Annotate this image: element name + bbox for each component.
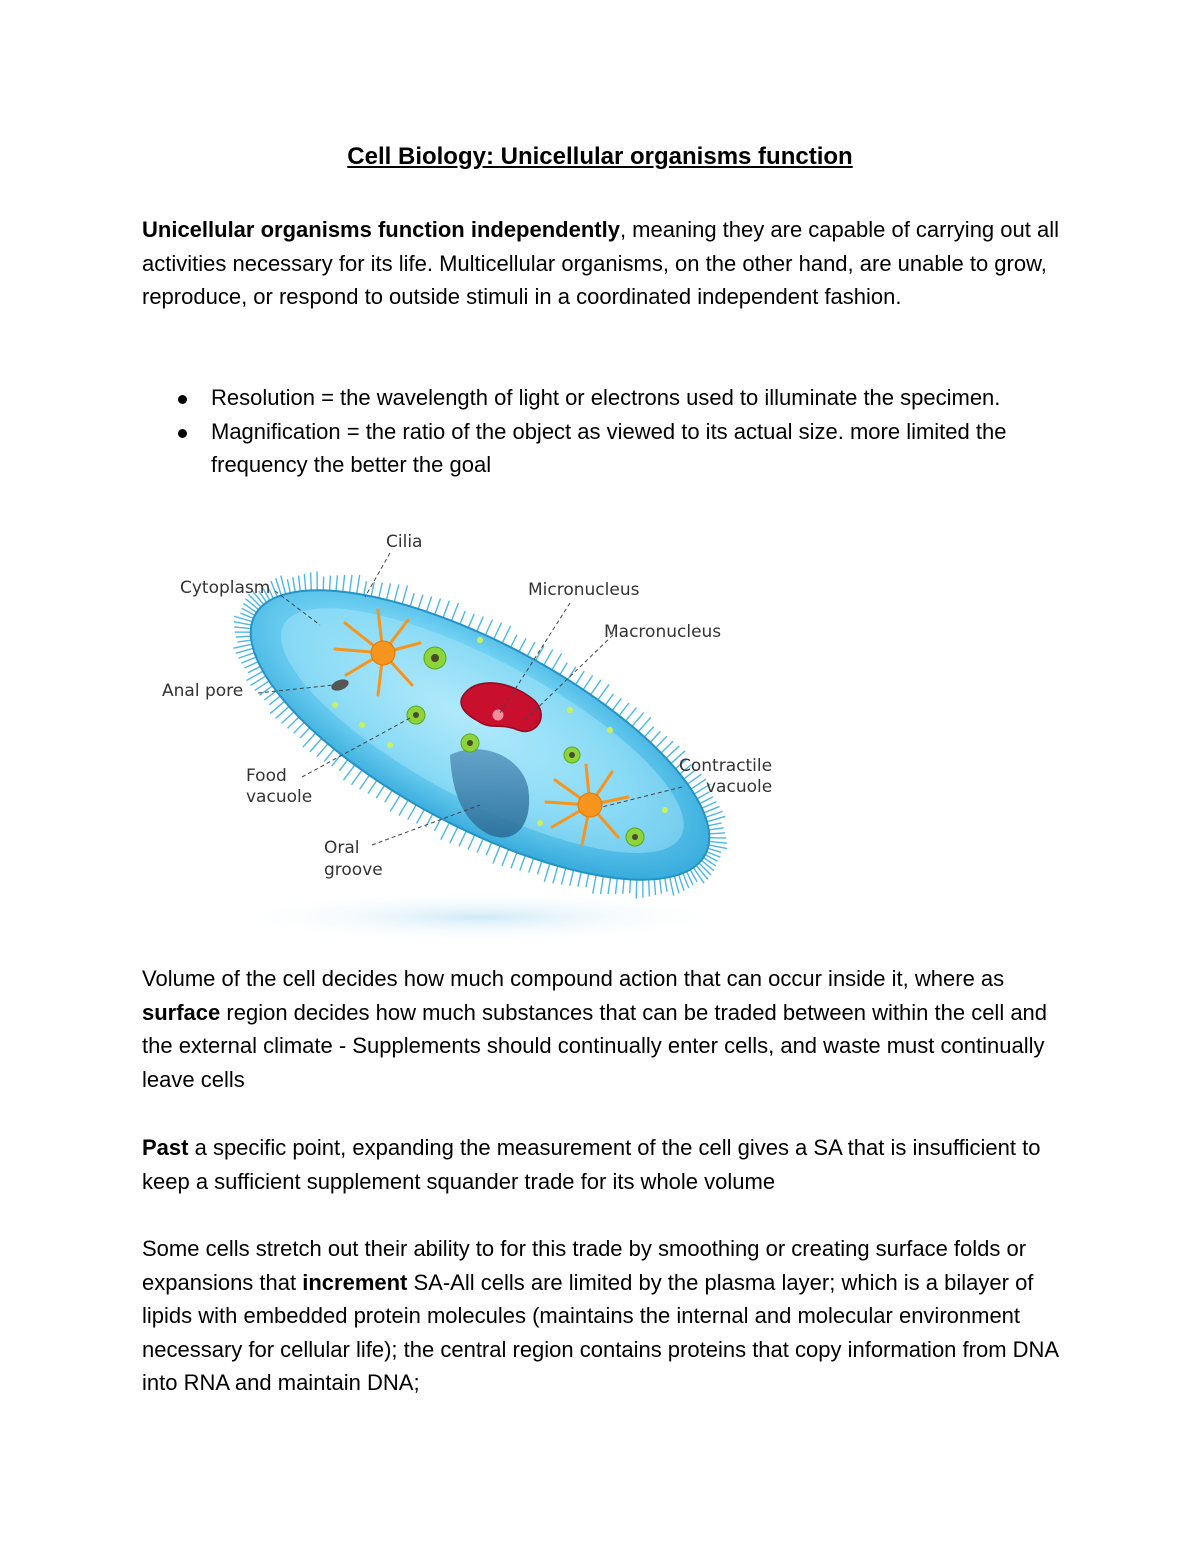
cilium (459, 611, 467, 624)
cilium (618, 879, 630, 894)
list-item-resolution (172, 381, 1052, 415)
cilium (310, 736, 322, 753)
cilium (408, 805, 417, 820)
cilium (368, 780, 377, 795)
label-anal-pore: Anal pore (162, 681, 244, 701)
cilium (527, 642, 535, 656)
cilium (493, 623, 502, 639)
cilium (560, 662, 567, 675)
label-oral-groove-2: groove (324, 860, 383, 880)
cilium (270, 578, 287, 595)
cilium (324, 748, 334, 763)
cilium (324, 576, 336, 591)
cilium (626, 706, 637, 722)
cilium (576, 671, 585, 686)
cilium (294, 720, 304, 735)
cilium (476, 617, 485, 632)
cilium (450, 603, 461, 621)
cilium (424, 596, 434, 611)
cilium (383, 583, 394, 600)
cilium (598, 683, 609, 701)
cilium (399, 800, 408, 816)
label-food-vacuole-2: vacuole (246, 787, 313, 807)
cilium (458, 831, 467, 846)
bullet-icon (178, 429, 187, 438)
cilium (605, 693, 613, 706)
cilium (491, 846, 502, 864)
list-item-text: Magnification = the ratio of the object as viewed to its actual size. more limited the frequency the better the goal (211, 418, 1007, 477)
cilium (566, 870, 577, 886)
cilium (270, 698, 284, 717)
cilium (288, 715, 299, 731)
cilium (612, 697, 621, 711)
cilium (583, 675, 592, 691)
label-micronucleus: Micronucleus (528, 580, 640, 600)
cilium (535, 861, 544, 874)
cilium (243, 603, 258, 612)
cilium (691, 775, 706, 793)
cilium (339, 759, 347, 772)
cilium (595, 876, 608, 894)
cilium (331, 575, 343, 591)
past-bold: Past (142, 1135, 189, 1160)
cilium (500, 849, 510, 866)
intro-bold-lead: Unicellular organisms function independently (142, 217, 620, 242)
label-oral-groove-1: Oral (324, 838, 360, 858)
surface-bold: increment (302, 1269, 408, 1295)
cilium (484, 620, 493, 635)
cilium (544, 649, 553, 665)
cilium (582, 874, 592, 888)
cilium (632, 711, 644, 728)
cilium (610, 878, 622, 894)
cilium (619, 702, 629, 717)
cilium (476, 839, 484, 853)
past-text: a specific point, expanding the measurement of the cell gives a SA that is insufficient to keep a sufficient supplement squander trade for its whole volume (142, 1135, 1041, 1194)
surface-text-2: SA-All cells are limited by the plasma layer; which is a bilayer of lipids with embedded protein molecules (maintains the internal and molecular environment necessary for cellular life); the central region contains proteins that copy information from DNA into RNA and maintain DNA; (142, 1269, 1058, 1395)
cilium (509, 852, 519, 868)
label-food-vacuole-1: Food (246, 766, 287, 786)
cilium (552, 653, 562, 670)
cilium (558, 868, 569, 884)
past-paragraph (142, 1131, 1072, 1198)
cilium (351, 575, 365, 594)
volume-text-1: Volume of the cell decides how much compound action that can occur inside it, where as (142, 966, 1005, 991)
list-item-text: Resolution = the wavelength of light or electrons used to illuminate the specimen. (211, 385, 1001, 410)
cilium (360, 774, 370, 790)
cilium (441, 601, 451, 618)
cilium (300, 726, 310, 740)
cilium (502, 626, 512, 643)
cilium (527, 858, 536, 872)
cell-shadow (230, 891, 730, 943)
intro-paragraph (142, 213, 1072, 314)
micronucleus (492, 709, 504, 721)
cilium (574, 872, 584, 887)
cilium (485, 842, 493, 855)
cilium (510, 635, 517, 648)
cilium (588, 875, 602, 894)
cilium (644, 725, 653, 739)
cilium (656, 734, 667, 750)
label-contractile-vacuole-2: vacuole (706, 777, 773, 797)
cilium (390, 795, 400, 812)
cilium (635, 880, 650, 898)
label-cilia: Cilia (386, 532, 423, 552)
label-cytoplasm: Cytoplasm (180, 578, 271, 598)
label-macronucleus: Macronucleus (604, 622, 722, 642)
cilium (449, 827, 458, 843)
cilium (317, 742, 328, 758)
cilium (352, 769, 362, 786)
cilium (376, 785, 384, 799)
cilium (385, 790, 392, 803)
cilium (433, 598, 443, 614)
cilium (391, 584, 403, 601)
volume-paragraph (142, 962, 1072, 1096)
cilium (467, 835, 475, 850)
cilium (344, 575, 357, 593)
cilium (591, 679, 601, 696)
label-contractile-vacuole-1: Contractile (679, 756, 773, 776)
list-item-magnification (172, 415, 1052, 482)
cilium (360, 581, 370, 595)
cilium (568, 666, 576, 680)
page-title: Cell Biology: Unicellular organisms function (347, 143, 853, 170)
cilium (408, 593, 417, 606)
cilium (541, 864, 553, 882)
cilium (467, 614, 475, 628)
cilium (343, 764, 354, 782)
bullet-icon (178, 395, 187, 404)
cilium (440, 823, 449, 840)
cilium (519, 638, 526, 651)
volume-text-2: region decides how much substances that can be traded between within the cell and the external climate - Supplements should continually enter cells, and waste must continually leave cells (142, 999, 1048, 1092)
cilium (416, 595, 425, 609)
cilium (518, 856, 527, 871)
surface-paragraph (142, 1232, 1072, 1400)
surface-text-1: Some cells stretch out their ability to for this trade by smoothing or creating surface folds or expansions that (142, 1236, 1027, 1295)
cilium (375, 582, 386, 598)
cilium (603, 877, 616, 894)
intro-text: , meaning they are capable of carrying out all activities necessary for its life. Multicellular organisms, on the other hand, are unable to grow, reproduce, or respond to outside stimuli in a coordinated independent fashion. (142, 217, 1059, 309)
cilium (624, 879, 635, 893)
cilium (417, 809, 425, 823)
cilium (550, 866, 562, 883)
cilium (536, 645, 544, 660)
volume-bold: surface (142, 999, 221, 1025)
cilium (337, 575, 350, 592)
cilium (650, 730, 660, 745)
definition-list (172, 381, 1052, 482)
paramecium-diagram (150, 525, 810, 955)
cilium (629, 880, 644, 899)
cilium (399, 586, 411, 604)
cilium (318, 576, 329, 590)
